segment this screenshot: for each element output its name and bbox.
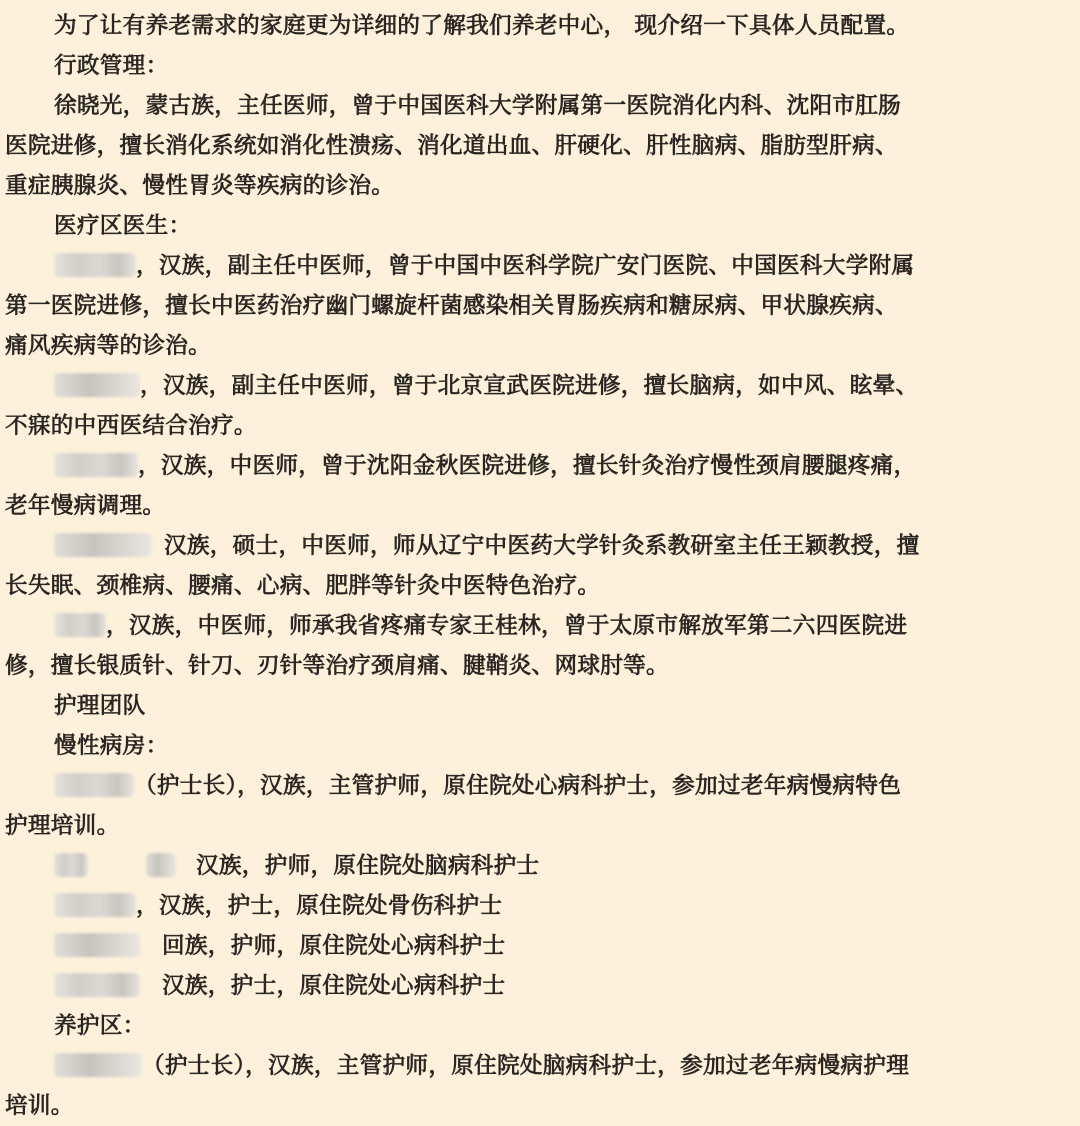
redacted-name bbox=[54, 533, 152, 557]
doctor-1-line-3: 痛风疾病等的诊治。 bbox=[5, 333, 212, 359]
redacted-name bbox=[54, 453, 138, 477]
admin-heading: 行政管理： bbox=[54, 53, 169, 79]
redacted-name bbox=[54, 933, 140, 957]
nurse-1-text-1: （护士长），汉族，主管护师，原住院处心病科护士，参加过老年病慢病特色 bbox=[134, 773, 902, 799]
care-nurse-1-line-2: 培训。 bbox=[5, 1093, 74, 1119]
chronic-ward-heading: 慢性病房： bbox=[54, 733, 169, 759]
admin-person-line-3: 重症胰腺炎、慢性胃炎等疾病的诊治。 bbox=[5, 173, 395, 199]
redacted-name bbox=[54, 893, 136, 917]
nurse-3-text: ，汉族，护士，原住院处骨伤科护士 bbox=[136, 893, 503, 919]
doctor-4-line-1 bbox=[5, 526, 1072, 566]
nurse-5-line bbox=[5, 966, 1072, 1006]
nurse-2-line bbox=[5, 846, 1072, 886]
doctor-3-text-1: ，汉族，中医师，曾于沈阳金秋医院进修，擅长针灸治疗慢性颈肩腰腿疼痛， bbox=[138, 453, 917, 479]
doctor-1-text-1: ，汉族，副主任中医师，曾于中国中医科学院广安门医院、中国医科大学附属 bbox=[136, 253, 915, 279]
redacted-name bbox=[54, 613, 106, 637]
doctor-2-line-2: 不寐的中西医结合治疗。 bbox=[5, 413, 257, 439]
doctor-5-line-1 bbox=[5, 606, 1072, 646]
care-nurse-1-line-1 bbox=[5, 1046, 1072, 1086]
redacted-name bbox=[54, 1053, 142, 1077]
doctor-2-text-1: ，汉族，副主任中医师，曾于北京宣武医院进修，擅长脑病，如中风、眩晕、 bbox=[140, 373, 919, 399]
doctor-1-line-1 bbox=[5, 246, 1072, 286]
nursing-heading: 护理团队 bbox=[54, 693, 146, 719]
nurse-2-text: 汉族，护师，原住院处脑病科护士 bbox=[196, 853, 540, 879]
redacted-name bbox=[54, 253, 136, 277]
doctor-4-text-1: 汉族，硕士，中医师，师从辽宁中医药大学针灸系教研室主任王颖教授，擅 bbox=[164, 533, 920, 559]
care-nurse-1-text-1: （护士长），汉族，主管护师，原住院处脑病科护士，参加过老年病慢病护理 bbox=[142, 1053, 910, 1079]
redacted-name bbox=[146, 853, 176, 877]
doctor-4-line-2: 长失眠、颈椎病、腰痛、心病、肥胖等针灸中医特色治疗。 bbox=[5, 573, 601, 599]
care-area-heading: 养护区： bbox=[54, 1013, 146, 1039]
nurse-1-line-2: 护理培训。 bbox=[5, 813, 120, 839]
doctor-1-line-2: 第一医院进修，擅长中医药治疗幽门螺旋杆菌感染相关胃肠疾病和糖尿病、甲状腺疾病、 bbox=[5, 293, 898, 319]
admin-person-line-2: 医院进修，擅长消化系统如消化性溃疡、消化道出血、肝硬化、肝性脑病、脂肪型肝病、 bbox=[5, 133, 898, 159]
doctor-3-line-1 bbox=[5, 446, 1072, 486]
intro-paragraph: 为了让有养老需求的家庭更为详细的了解我们养老中心， 现介绍一下具体人员配置。 bbox=[54, 13, 910, 39]
nurse-1-line-1 bbox=[5, 766, 1072, 806]
admin-person-line-1: 徐晓光，蒙古族，主任医师，曾于中国医科大学附属第一医院消化内科、沈阳市肛肠 bbox=[54, 93, 902, 119]
doctor-5-line-2: 修，擅长银质针、针刀、刃针等治疗颈肩痛、腱鞘炎、网球肘等。 bbox=[5, 653, 669, 679]
nurse-3-line bbox=[5, 886, 1072, 926]
nurse-5-text: 汉族，护士，原住院处心病科护士 bbox=[162, 973, 506, 999]
redacted-name bbox=[54, 373, 140, 397]
nurse-4-line bbox=[5, 926, 1072, 966]
nurse-4-text: 回族，护师，原住院处心病科护士 bbox=[162, 933, 506, 959]
doctors-heading: 医疗区医生： bbox=[54, 213, 192, 239]
redacted-name bbox=[54, 853, 88, 877]
doctor-3-line-2: 老年慢病调理。 bbox=[5, 493, 166, 519]
redacted-name bbox=[54, 773, 134, 797]
doctor-5-text-1: ，汉族，中医师，师承我省疼痛专家王桂林，曾于太原市解放军第二六四医院进 bbox=[106, 613, 908, 639]
redacted-name bbox=[54, 973, 140, 997]
doctor-2-line-1 bbox=[5, 366, 1072, 406]
